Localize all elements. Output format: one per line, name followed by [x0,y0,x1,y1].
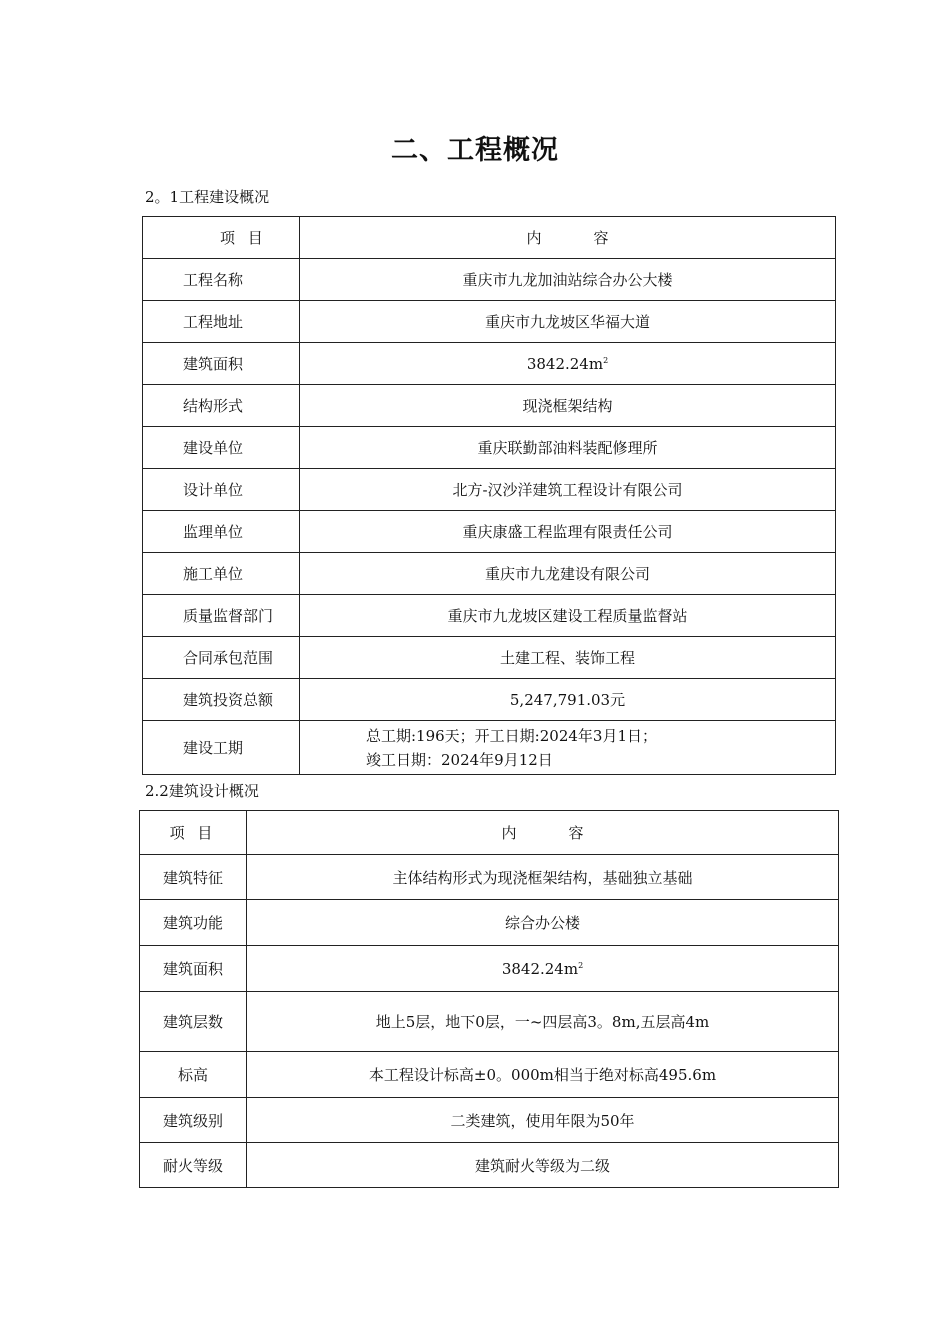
row-value: 重庆市九龙坡区华福大道 [300,301,836,343]
row-value: 二类建筑，使用年限为50年 [247,1098,839,1143]
schedule-line-2: 竣工日期：2024年9月12日 [366,750,553,769]
table-header-row [140,811,839,855]
area-value: 3842.24m [501,959,579,978]
row-value: 主体结构形式为现浇框架结构，基础独立基础 [247,855,839,900]
section-heading-architecture-design: 2.2建筑设计概况 [145,782,259,800]
header-content-char-2: 容 [593,229,609,247]
row-value: 建筑耐火等级为二级 [247,1143,839,1188]
table-row [143,301,836,343]
table-row [143,511,836,553]
row-value: 北方-汉沙洋建筑工程设计有限公司 [300,469,836,511]
row-label: 建筑特征 [140,855,247,900]
row-value [247,946,839,992]
row-label: 质量监督部门 [143,595,300,637]
architecture-design-table [139,810,839,1188]
row-label: 建筑层数 [140,992,247,1052]
area-unit-superscript: 2 [603,355,609,365]
table-row [140,946,839,992]
row-value: 现浇框架结构 [300,385,836,427]
table-row [143,553,836,595]
row-label: 标高 [140,1052,247,1098]
row-value: 重庆联勤部油料装配修理所 [300,427,836,469]
header-item-label: 项 目 [143,217,300,259]
table-row [140,992,839,1052]
table-row [143,427,836,469]
row-value: 重庆市九龙建设有限公司 [300,553,836,595]
row-value: 土建工程、装饰工程 [300,637,836,679]
construction-overview-table [142,216,836,775]
table-row [140,1098,839,1143]
header-content-char-1: 内 [526,229,542,247]
row-value: 本工程设计标高±0。000m相当于绝对标高495.6m [247,1052,839,1098]
row-label: 合同承包范围 [143,637,300,679]
row-label: 建筑功能 [140,900,247,946]
table-row [143,595,836,637]
table-header-row [143,217,836,259]
table-row [143,679,836,721]
table-row [143,637,836,679]
table-row [143,469,836,511]
table-row [143,259,836,301]
row-value: 地上5层，地下0层，一~四层高3。8m,五层高4m [247,992,839,1052]
row-label: 工程地址 [143,301,300,343]
row-label: 建筑投资总额 [143,679,300,721]
table-row [143,721,836,775]
row-value: 重庆康盛工程监理有限责任公司 [300,511,836,553]
header-content-char-2: 容 [568,824,584,842]
row-label: 建筑面积 [143,343,300,385]
table-row [140,900,839,946]
row-label: 建筑面积 [140,946,247,992]
table-row [143,385,836,427]
row-label: 设计单位 [143,469,300,511]
row-label: 建设工期 [143,721,300,775]
row-label: 监理单位 [143,511,300,553]
table-row [140,1143,839,1188]
header-content-char-1: 内 [501,824,517,842]
section-heading-construction-overview: 2。1工程建设概况 [145,188,270,206]
header-content-label [300,217,836,259]
row-label: 建筑级别 [140,1098,247,1143]
table-row [140,1052,839,1098]
schedule-line-1: 总工期:196天；开工日期:2024年3月1日； [366,726,657,745]
row-value: 重庆市九龙加油站综合办公大楼 [300,259,836,301]
table-row [140,855,839,900]
header-item-label: 项 目 [140,811,247,855]
row-label: 施工单位 [143,553,300,595]
row-value: 重庆市九龙坡区建设工程质量监督站 [300,595,836,637]
row-value [300,721,836,775]
row-label: 建设单位 [143,427,300,469]
header-content-label [247,811,839,855]
row-label: 工程名称 [143,259,300,301]
area-value: 3842.24m [526,354,604,373]
row-value: 综合办公楼 [247,900,839,946]
area-unit-superscript: 2 [578,960,584,970]
page-title: 二、工程概况 [391,135,559,166]
row-label: 耐火等级 [140,1143,247,1188]
row-label: 结构形式 [143,385,300,427]
table-row [143,343,836,385]
row-value: 5,247,791.03元 [300,679,836,721]
row-value [300,343,836,385]
